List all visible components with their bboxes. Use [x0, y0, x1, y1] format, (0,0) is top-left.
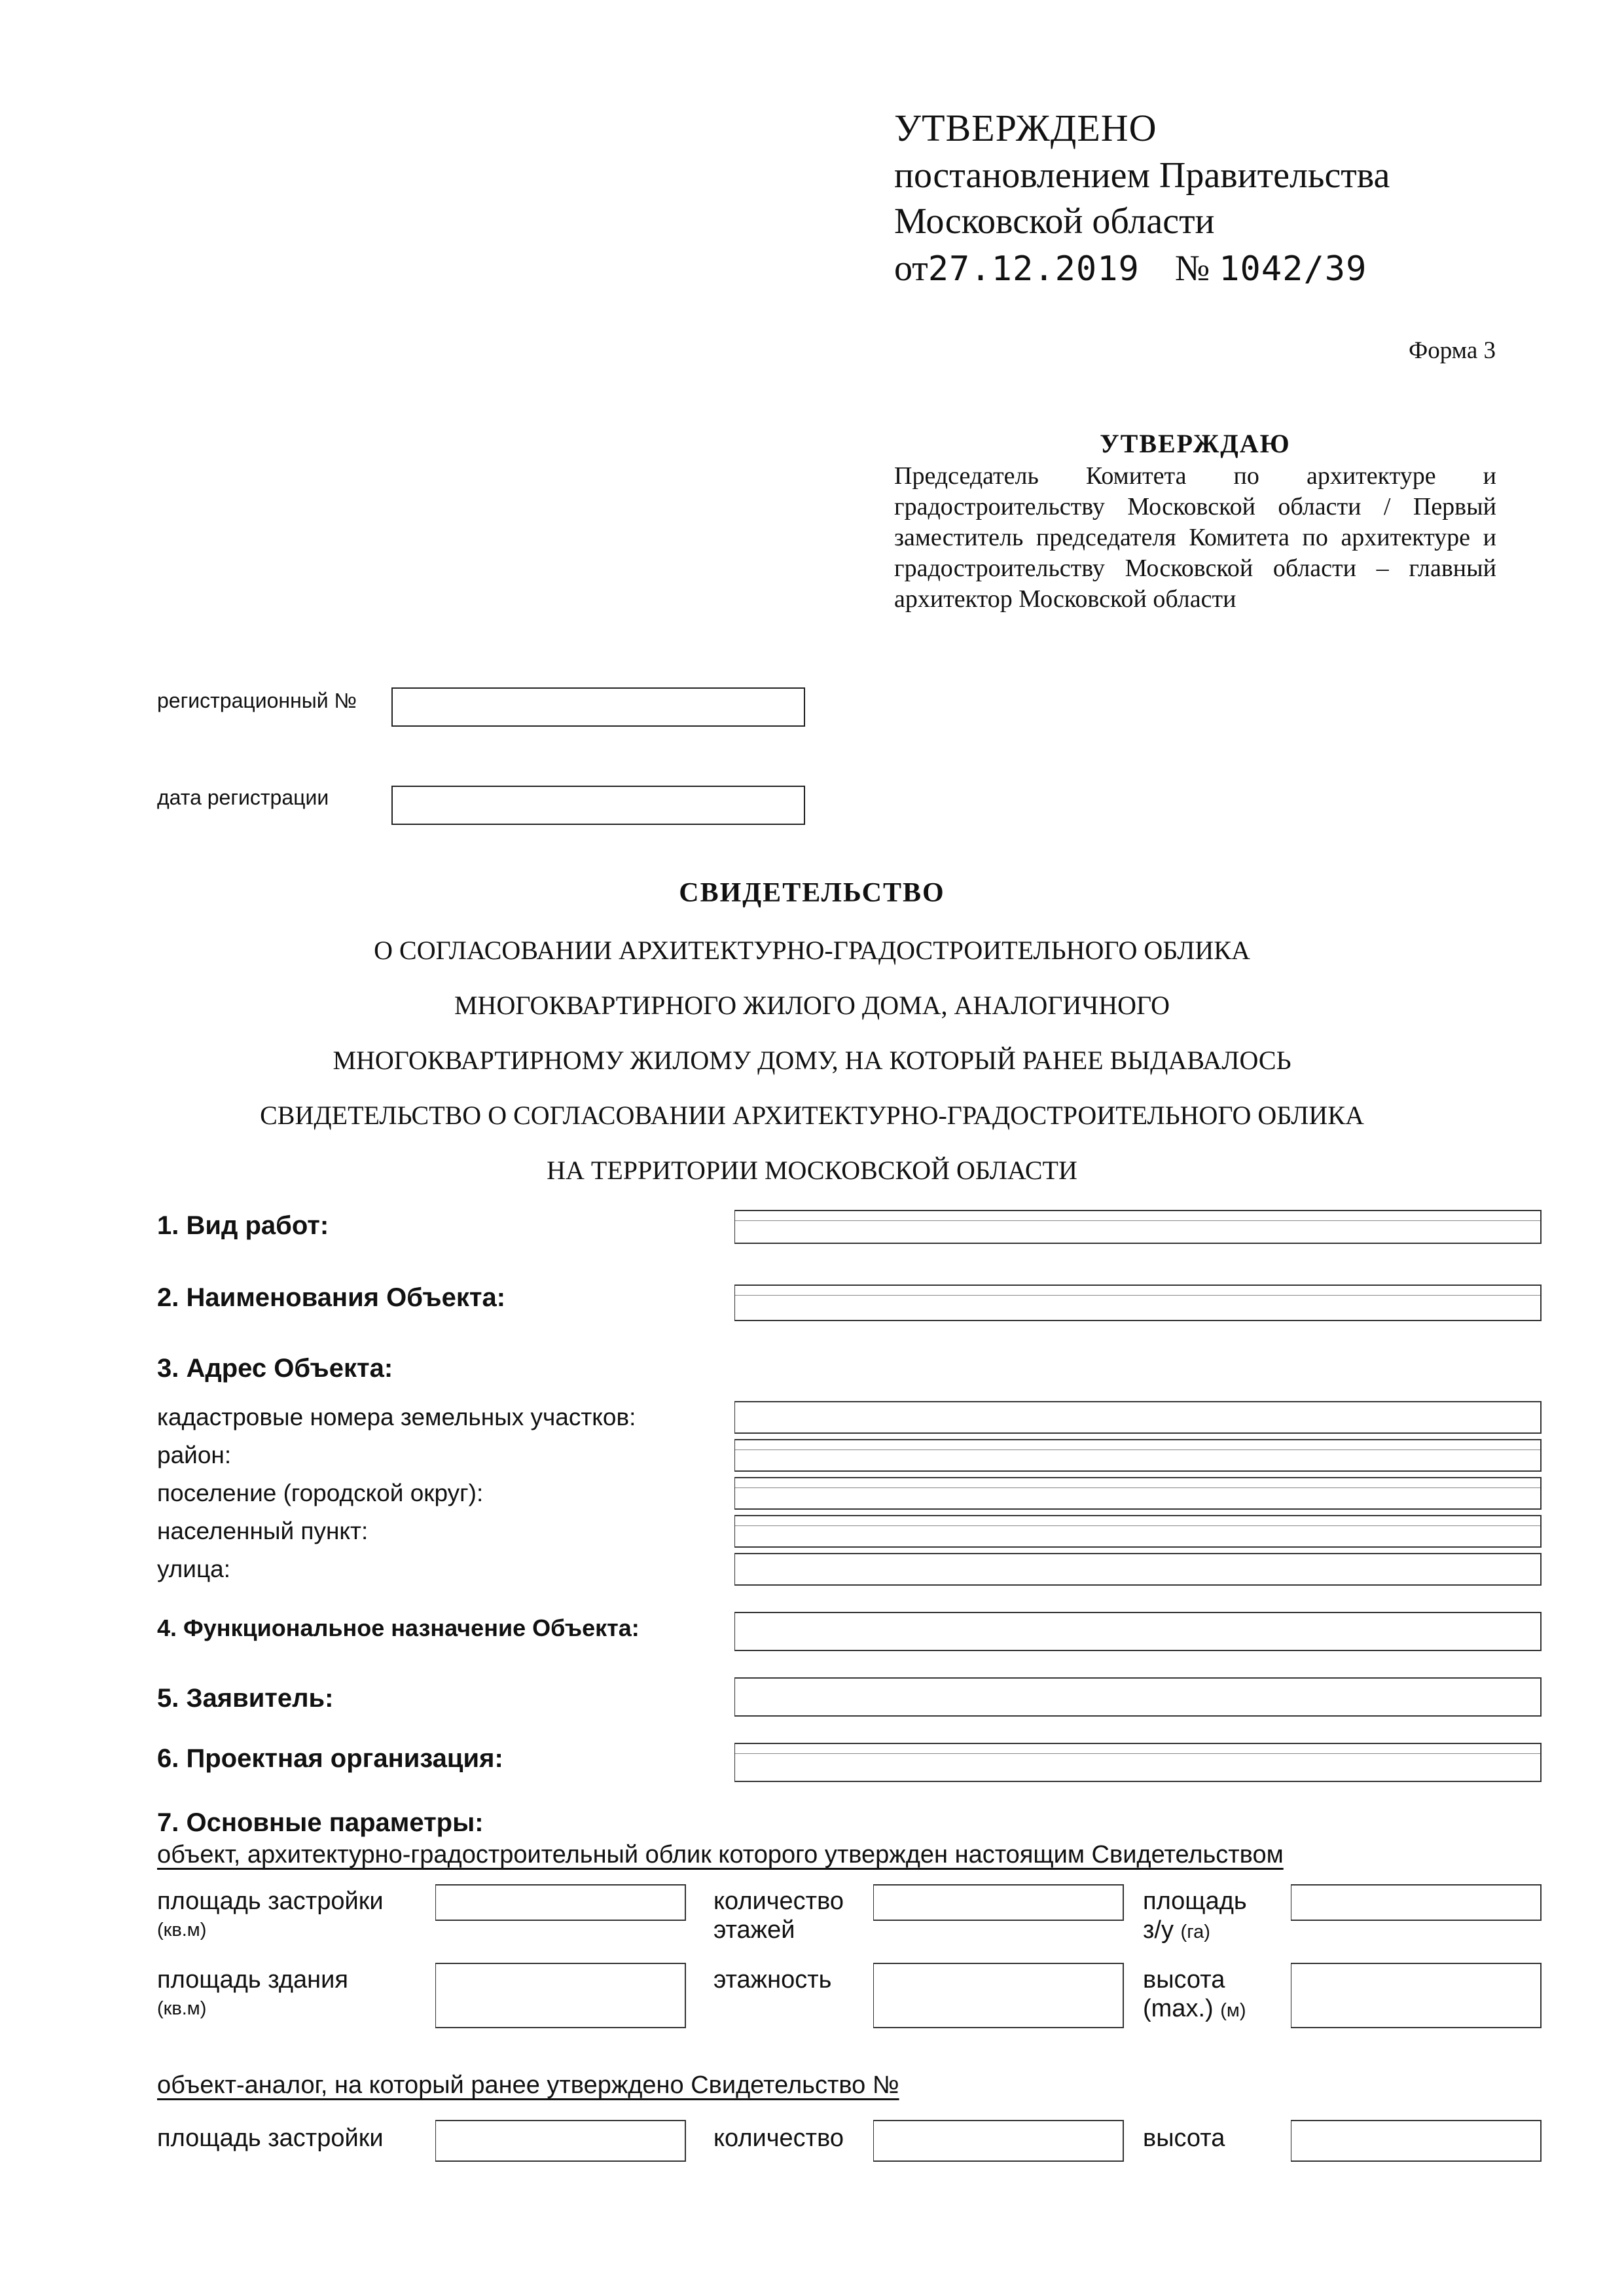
design-org-field[interactable] — [734, 1743, 1542, 1782]
build-area-label — [157, 1887, 384, 1944]
certificate-line-3: МНОГОКВАРТИРНОМУ ЖИЛОМУ ДОМУ, НА КОТОРЫЙ РАНЕЕ ВЫДАВАЛОСЬ — [333, 1046, 1291, 1075]
plot-area-unit-main: з/у — [1143, 1916, 1174, 1944]
settlement-field[interactable] — [734, 1477, 1542, 1510]
object-heading: объект, архитектурно-градостроительный облик которого утвержден настоящим Свидетельством — [157, 1841, 1284, 1868]
approval-decree-line: постановлением Правительства — [894, 155, 1390, 196]
building-area-field[interactable] — [435, 1963, 686, 2028]
approval-number: 1042/39 — [1219, 249, 1367, 289]
address-cadastral-label: кадастровые номера земельных участков: — [157, 1404, 636, 1430]
plot-area-unit: (га) — [1180, 1922, 1210, 1942]
certificate-line-1: О СОГЛАСОВАНИИ АРХИТЕКТУРНО-ГРАДОСТРОИТЕЛЬНОГО ОБЛИКА — [374, 936, 1250, 965]
item-design-org: 6. Проектная организация: — [157, 1744, 503, 1773]
floors-count-text-1: количество — [713, 1887, 844, 1915]
analog-build-area-field[interactable] — [435, 2120, 686, 2162]
analog-heading-text: объект-аналог, на который ранее утверждено Свидетельство № — [157, 2071, 899, 2099]
building-area-text: площадь здания — [157, 1966, 348, 1994]
analog-height-label: высота — [1143, 2124, 1225, 2152]
height-unit: (м) — [1220, 2000, 1246, 2021]
purpose-field[interactable] — [734, 1612, 1542, 1651]
height-max-text: (max.) — [1143, 1995, 1214, 2022]
height-field[interactable] — [1291, 1963, 1542, 2028]
date-prefix: от — [894, 248, 928, 289]
address-district-label: район: — [157, 1442, 232, 1468]
street-field[interactable] — [734, 1553, 1542, 1586]
item-params: 7. Основные параметры: — [157, 1808, 484, 1837]
storeys-field[interactable] — [873, 1963, 1124, 2028]
certificate-line-2: МНОГОКВАРТИРНОГО ЖИЛОГО ДОМА, АНАЛОГИЧНОГО — [454, 991, 1170, 1020]
registration-number-label: регистрационный № — [157, 689, 357, 712]
plot-area-field[interactable] — [1291, 1884, 1542, 1921]
build-area-unit: (кв.м) — [157, 1920, 207, 1941]
height-label — [1143, 1965, 1246, 2025]
address-street-label: улица: — [157, 1556, 230, 1582]
address-settlement-label: поселение (городской округ): — [157, 1480, 484, 1506]
address-locality-label: населенный пункт: — [157, 1518, 369, 1544]
build-area-text: площадь застройки — [157, 1887, 384, 1915]
approve-text: Председатель Комитета по архитектуре и градостроительству Московской области / Первый заместитель председателя Комитета по архитектуре и градостроительству Московской области – главный архитектор Московской области — [894, 462, 1496, 613]
analog-heading — [157, 2071, 1050, 2100]
approve-title: УТВЕРЖДАЮ — [1100, 429, 1291, 458]
analog-count-label: количество — [713, 2124, 844, 2152]
approval-title: УТВЕРЖДЕНО — [894, 107, 1157, 149]
locality-field[interactable] — [734, 1515, 1542, 1548]
number-sign: № — [1174, 248, 1210, 289]
plot-area-text: площадь — [1143, 1887, 1247, 1915]
building-area-label — [157, 1965, 348, 2023]
certificate-line-5: НА ТЕРРИТОРИИ МОСКОВСКОЙ ОБЛАСТИ — [547, 1156, 1077, 1185]
district-field[interactable] — [734, 1439, 1542, 1472]
item-object-name: 2. Наименования Объекта: — [157, 1283, 506, 1312]
cadastral-field[interactable] — [734, 1401, 1542, 1434]
floors-count-label — [713, 1887, 844, 1944]
analog-count-field[interactable] — [873, 2120, 1124, 2162]
approval-region-line: Московской области — [894, 201, 1215, 242]
analog-height-field[interactable] — [1291, 2120, 1542, 2162]
build-area-field[interactable] — [435, 1884, 686, 1921]
plot-area-label — [1143, 1887, 1247, 1946]
certificate-line-4: СВИДЕТЕЛЬСТВО О СОГЛАСОВАНИИ АРХИТЕКТУРНО-ГРАДОСТРОИТЕЛЬНОГО ОБЛИКА — [260, 1101, 1364, 1130]
form-label: Форма 3 — [1408, 337, 1496, 364]
height-text: высота — [1143, 1966, 1225, 1994]
work-type-field[interactable] — [734, 1210, 1542, 1244]
floors-count-text-2: этажей — [713, 1916, 795, 1944]
item-address: 3. Адрес Объекта: — [157, 1354, 393, 1383]
analog-build-area-label: площадь застройки — [157, 2124, 384, 2152]
building-area-unit: (кв.м) — [157, 1998, 207, 2019]
approval-date: 27.12.2019 — [928, 249, 1140, 289]
approval-date-line — [894, 247, 1367, 289]
item-work-type: 1. Вид работ: — [157, 1211, 329, 1240]
storeys-label: этажность — [713, 1966, 832, 1994]
floors-count-field[interactable] — [873, 1884, 1124, 1921]
item-purpose: 4. Функциональное назначение Объекта: — [157, 1614, 640, 1641]
registration-date-label: дата регистрации — [157, 786, 329, 809]
object-name-field[interactable] — [734, 1285, 1542, 1321]
item-applicant: 5. Заявитель: — [157, 1684, 334, 1713]
certificate-title: СВИДЕТЕЛЬСТВО — [679, 878, 945, 908]
registration-date-field[interactable] — [391, 786, 805, 825]
applicant-field[interactable] — [734, 1677, 1542, 1717]
registration-number-field[interactable] — [391, 687, 805, 727]
